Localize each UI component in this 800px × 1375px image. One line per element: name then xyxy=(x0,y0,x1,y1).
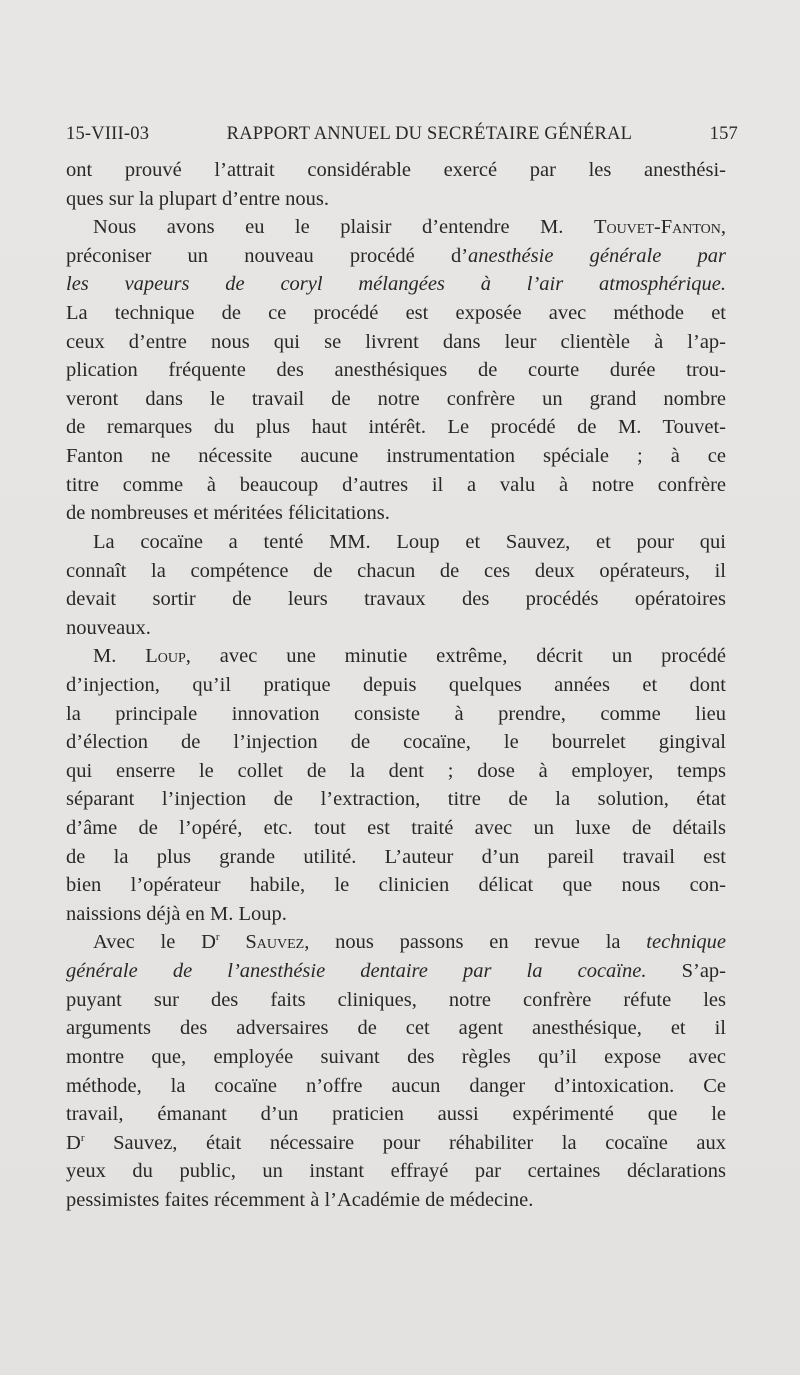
text-line: de la plus grande utilité. L’auteur d’un pareil travail est xyxy=(66,845,726,868)
text-line: montre que, employée suivant des règles qu’il expose avec xyxy=(66,1045,726,1068)
small-caps-name: Sauvez xyxy=(245,931,305,954)
text-line: la principale innovation consiste à prendre, comme lieu xyxy=(66,702,726,725)
text-line: La cocaïne a tenté MM. Loup et Sauvez, et pour qui xyxy=(93,530,726,553)
text-segment: Avec le D xyxy=(93,931,216,954)
text-line: puyant sur des faits cliniques, notre confrère réfute les xyxy=(66,988,726,1011)
text-line: nouveaux. xyxy=(66,616,151,639)
small-caps-name: Touvet-Fanton xyxy=(593,216,721,239)
text-segment: Nous avons eu le plaisir d’entendre M. xyxy=(93,216,594,239)
italic-text: générale de l’anesthésie dentaire par la cocaïne. xyxy=(66,960,647,983)
small-caps-name: Loup xyxy=(145,645,186,668)
running-head xyxy=(66,124,738,145)
text-line xyxy=(66,928,726,957)
text-line: La technique de ce procédé est exposée avec méthode et xyxy=(66,302,726,325)
text-line: ont prouvé l’attrait considérable exercé par les anesthési- xyxy=(66,159,726,181)
text-line: connaît la compétence de chacun de ces deux opérateurs, il xyxy=(66,559,726,582)
italic-text: les vapeurs de coryl mélangées à l’air atmosphérique. xyxy=(66,273,726,296)
text-line xyxy=(66,242,726,271)
text-line xyxy=(66,1129,726,1158)
text-line: de remarques du plus haut intérêt. Le procédé de M. Touvet- xyxy=(66,416,726,439)
text-segment: , avec une minutie extrême, décrit un procédé xyxy=(185,645,726,668)
text-line: yeux du public, un instant effrayé par certaines déclarations xyxy=(66,1160,726,1183)
italic-text: anesthésie générale par xyxy=(468,244,726,267)
text-line: travail, émanant d’un praticien aussi expérimenté que le xyxy=(66,1103,726,1126)
text-line: ques sur la plupart d’entre nous. xyxy=(66,187,330,210)
text-line: séparant l’injection de l’extraction, titre de la solution, état xyxy=(66,788,726,811)
text-segment xyxy=(220,931,246,953)
text-line xyxy=(66,213,726,242)
text-line: méthode, la cocaïne n’offre aucun danger d’intoxication. Ce xyxy=(66,1074,726,1097)
text-line xyxy=(66,642,726,671)
text-line: devait sortir de leurs travaux des procédés opératoires xyxy=(66,588,726,611)
text-line: pessimistes faites récemment à l’Académie de médecine. xyxy=(66,1188,534,1211)
body-text xyxy=(66,156,726,1215)
text-line: d’élection de l’injection de cocaïne, le bourrelet gingival xyxy=(66,731,726,754)
text-line: ceux d’entre nous qui se livrent dans leur clientèle à l’ap- xyxy=(66,330,726,353)
italic-text: technique xyxy=(646,931,726,954)
text-line: bien l’opérateur habile, le clinicien délicat que nous con- xyxy=(66,874,726,897)
superscript: r xyxy=(80,1131,85,1144)
superscript: r xyxy=(215,931,220,944)
text-line: arguments des adversaires de cet agent anesthésique, et il xyxy=(66,1017,726,1040)
text-line xyxy=(66,957,726,986)
page-number: 157 xyxy=(709,124,738,144)
text-line: titre comme à beaucoup d’autres il a valu à notre confrère xyxy=(66,473,726,496)
text-segment: , xyxy=(720,216,726,239)
text-line: qui enserre le collet de la dent ; dose à employer, temps xyxy=(66,759,726,782)
text-line xyxy=(66,270,726,299)
text-line: plication fréquente des anesthésiques de courte durée trou- xyxy=(66,359,726,382)
header-date: 15-VIII-03 xyxy=(66,124,150,144)
text-line: de nombreuses et méritées félicitations. xyxy=(66,502,390,525)
text-line: d’injection, qu’il pratique depuis quelques années et dont xyxy=(66,673,726,696)
header-title: RAPPORT ANNUEL DU SECRÉTAIRE GÉNÉRAL xyxy=(226,124,633,144)
text-segment: S’ap- xyxy=(646,960,726,983)
text-segment: préconiser un nouveau procédé d’ xyxy=(66,244,469,267)
text-line: veront dans le travail de notre confrère un grand nombre xyxy=(66,387,726,410)
text-segment: M. xyxy=(93,645,146,668)
text-segment: Sauvez, était nécessaire pour réhabiliter la cocaïne aux xyxy=(84,1131,726,1154)
text-line: naissions déjà en M. Loup. xyxy=(66,902,287,925)
text-line: Fanton ne nécessite aucune instrumentation spéciale ; à ce xyxy=(66,445,726,468)
text-segment: D xyxy=(66,1131,81,1154)
text-line: d’âme de l’opéré, etc. tout est traité avec un luxe de détails xyxy=(66,817,726,840)
text-segment: , nous passons en revue la xyxy=(304,931,647,954)
